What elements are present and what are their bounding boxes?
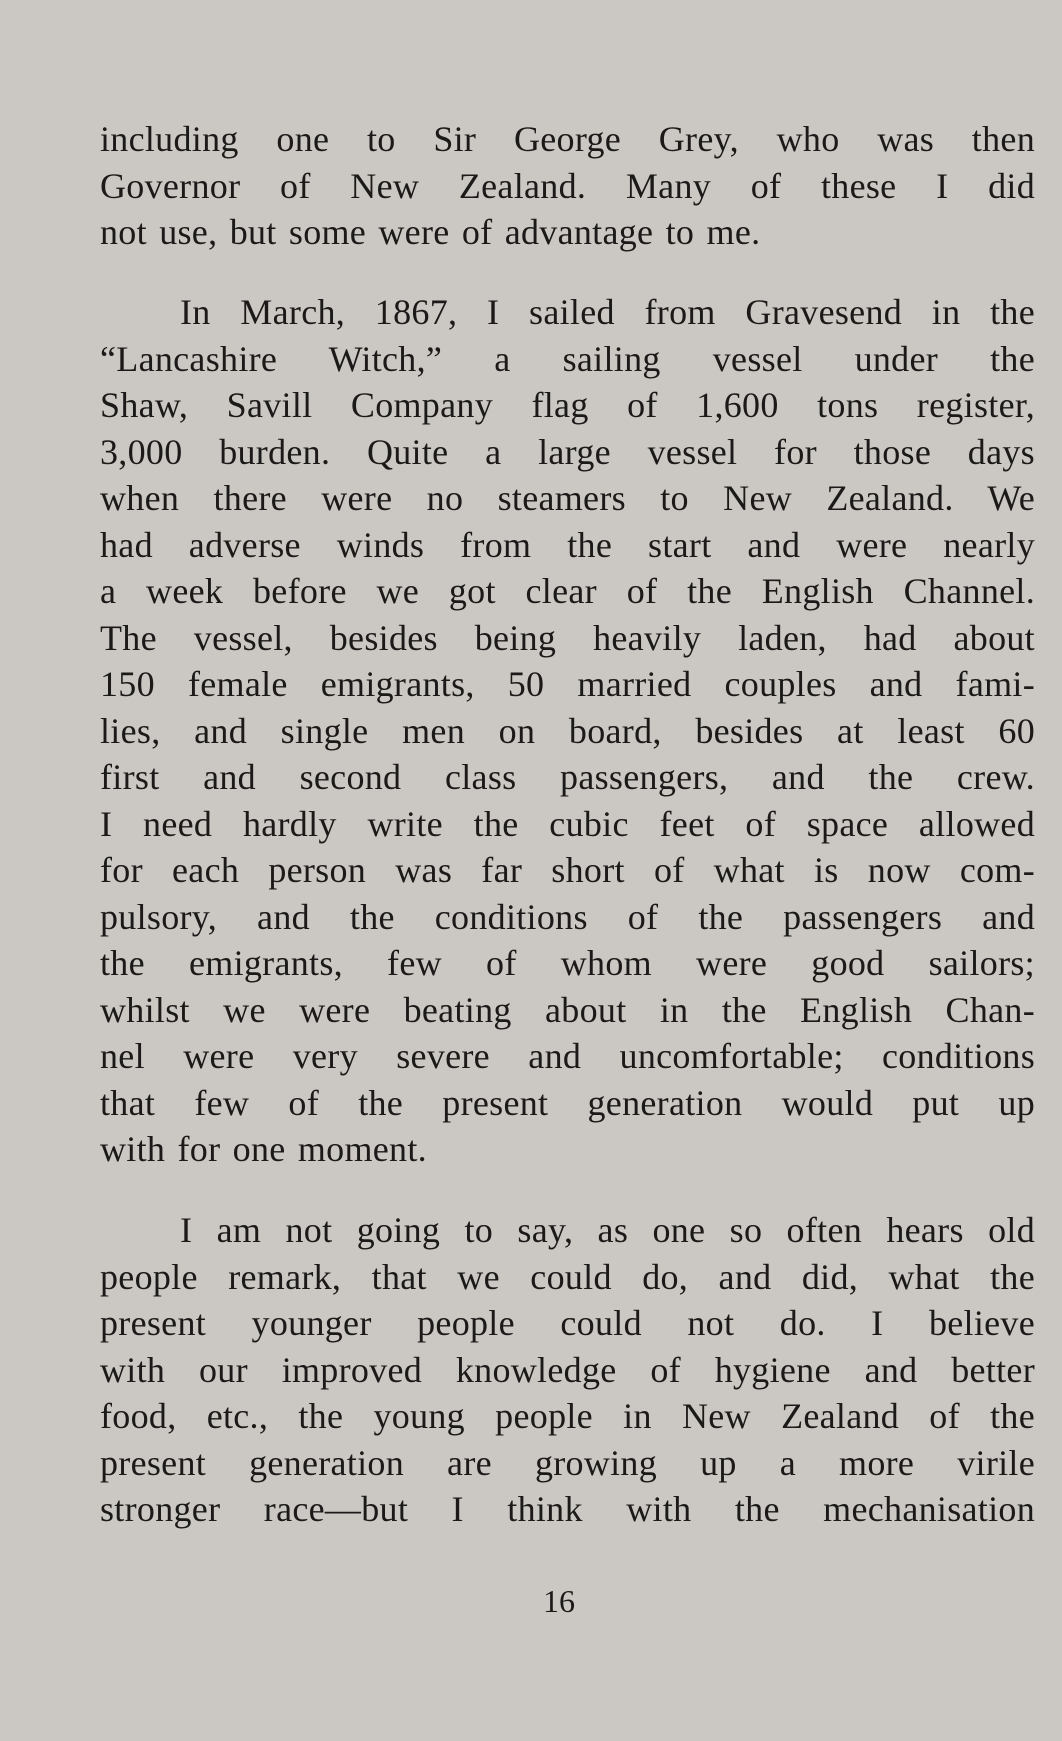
- text-line: including one to Sir George Grey, who was then: [100, 119, 1035, 159]
- paragraph-1: [100, 116, 1035, 256]
- text-line: I am not going to say, as one so often hears old: [180, 1210, 1035, 1250]
- text-line: stronger race—but I think with the mechanisation: [100, 1489, 1035, 1529]
- text-line: with for one moment.: [100, 1129, 427, 1169]
- paragraph-2: [100, 289, 1035, 1173]
- page-number: 16: [543, 1583, 575, 1619]
- text-line: had adverse winds from the start and were nearly: [100, 524, 1035, 565]
- text-line: for each person was far short of what is now com-: [100, 850, 1035, 890]
- text-line: “Lancashire Witch,” a sailing vessel under the: [100, 338, 1035, 379]
- text-line: when there were no steamers to New Zealand. We: [100, 478, 1035, 518]
- text-line: Shaw, Savill Company flag of 1,600 tons register,: [100, 385, 1035, 425]
- text-line: 150 female emigrants, 50 married couples and fami-: [100, 664, 1035, 704]
- text-line: that few of the present generation would put up: [100, 1082, 1035, 1123]
- text-line: I need hardly write the cubic feet of space allowed: [100, 803, 1035, 844]
- text-line: 3,000 burden. Quite a large vessel for those days: [100, 431, 1035, 472]
- text-line: not use, but some were of advantage to me.: [100, 212, 761, 252]
- text-line: whilst we were beating about in the English Chan-: [100, 989, 1035, 1030]
- text-line: present generation are growing up a more virile: [100, 1442, 1035, 1483]
- paragraph-3: [100, 1207, 1035, 1533]
- text-line: Governor of New Zealand. Many of these I did: [100, 165, 1035, 206]
- text-line: with our improved knowledge of hygiene and better: [100, 1349, 1035, 1390]
- text-line: people remark, that we could do, and did, what the: [100, 1256, 1035, 1297]
- text-line: In March, 1867, I sailed from Gravesend in the: [180, 292, 1035, 332]
- text-line: a week before we got clear of the English Channel.: [100, 571, 1035, 611]
- text-line: lies, and single men on board, besides at least 60: [100, 710, 1035, 751]
- text-line: first and second class passengers, and the crew.: [100, 757, 1035, 797]
- text-line: pulsory, and the conditions of the passengers and: [100, 896, 1035, 937]
- text-line: The vessel, besides being heavily laden, had about: [100, 617, 1035, 658]
- text-line: the emigrants, few of whom were good sailors;: [100, 943, 1035, 983]
- text-line: present younger people could not do. I believe: [100, 1303, 1035, 1343]
- text-line: food, etc., the young people in New Zealand of the: [100, 1396, 1035, 1436]
- text-line: nel were very severe and uncomfortable; conditions: [100, 1036, 1035, 1076]
